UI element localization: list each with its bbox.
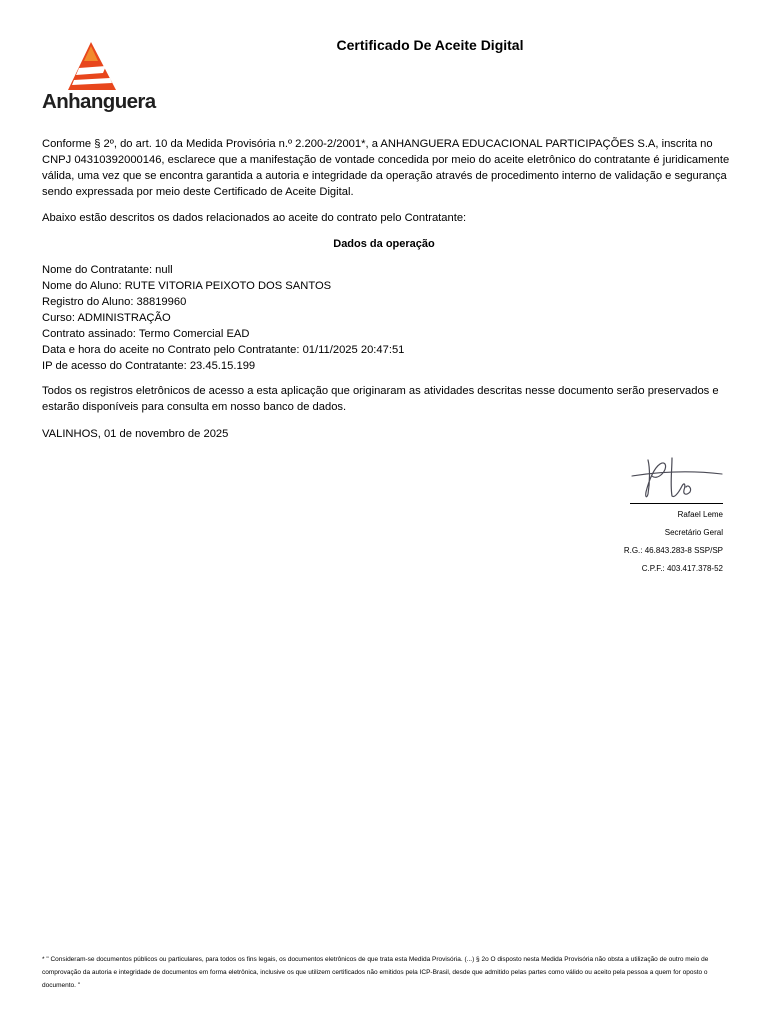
place-date: VALINHOS, 01 de novembro de 2025 bbox=[42, 428, 229, 440]
student-name: Nome do Aluno: RUTE VITORIA PEIXOTO DOS SANTOS bbox=[42, 280, 332, 292]
section-title: Dados da operação bbox=[333, 238, 435, 250]
handwritten-signature bbox=[628, 454, 724, 502]
course: Curso: ADMINISTRAÇÃO bbox=[42, 312, 171, 324]
signed-contract: Contrato assinado: Termo Comercial EAD bbox=[42, 328, 250, 340]
footnote: * " Consideram-se documentos públicos ou particulares, para todos os fins legais, os documentos eletrônicos de que trata esta Medida Provisória. (...) § 2o O disposto nesta Medida Provisória não obsta a utilização de outro meio de comprovação da autoria e integridade de documentos em forma eletrônica, inclusive os que utilizem certificados não emitidos pela ICP-Brasil, desde que admitido pelas partes como válido ou aceito pela pessoa a quem for oposto o documento. " bbox=[42, 956, 709, 989]
signatory-block bbox=[503, 506, 723, 578]
signatory-cpf: C.P.F.: 403.417.378-52 bbox=[641, 564, 723, 573]
lead-paragraph: Abaixo estão descritos os dados relacionados ao aceite do contrato pelo Contratante: bbox=[42, 212, 467, 224]
operation-data bbox=[42, 262, 732, 374]
access-ip: IP de acesso do Contratante: 23.45.15.199 bbox=[42, 360, 256, 372]
signatory-name: Rafael Leme bbox=[677, 510, 723, 519]
signature-line bbox=[630, 503, 723, 504]
acceptance-datetime: Data e hora do aceite no Contrato pelo Contratante: 01/11/2025 20:47:51 bbox=[42, 344, 405, 356]
intro-paragraph: Conforme § 2º, do art. 10 da Medida Provisória n.º 2.200-2/2001*, a ANHANGUERA EDUCACIONAL PARTICIPAÇÕES S.A, inscrita no CNPJ 04310392000146, esclarece que a manifestação de vontade concedida por meio do aceite eletrônico do contratante é juridicamente válida, uma vez que se encontra garantida a autoria e integridade da operação através de procedimento interno de validação e segurança sendo expressada por meio deste Certificado de Aceite Digital. bbox=[42, 138, 730, 198]
signatory-rg: R.G.: 46.843.283-8 SSP/SP bbox=[623, 546, 723, 555]
logo-wordmark: Anhanguera bbox=[42, 90, 156, 113]
triangle-logo-icon bbox=[62, 42, 122, 92]
anhanguera-logo bbox=[42, 42, 156, 118]
signatory-role: Secretário Geral bbox=[664, 528, 723, 537]
contractor-name: Nome do Contratante: null bbox=[42, 264, 173, 276]
page-title: Certificado De Aceite Digital bbox=[336, 37, 524, 53]
records-paragraph: Todos os registros eletrônicos de acesso a esta aplicação que originaram as atividades descritas nesse documento serão preservados e estarão disponíveis para consulta em nosso banco de dados. bbox=[42, 385, 719, 413]
student-registration: Registro do Aluno: 38819960 bbox=[42, 296, 187, 308]
